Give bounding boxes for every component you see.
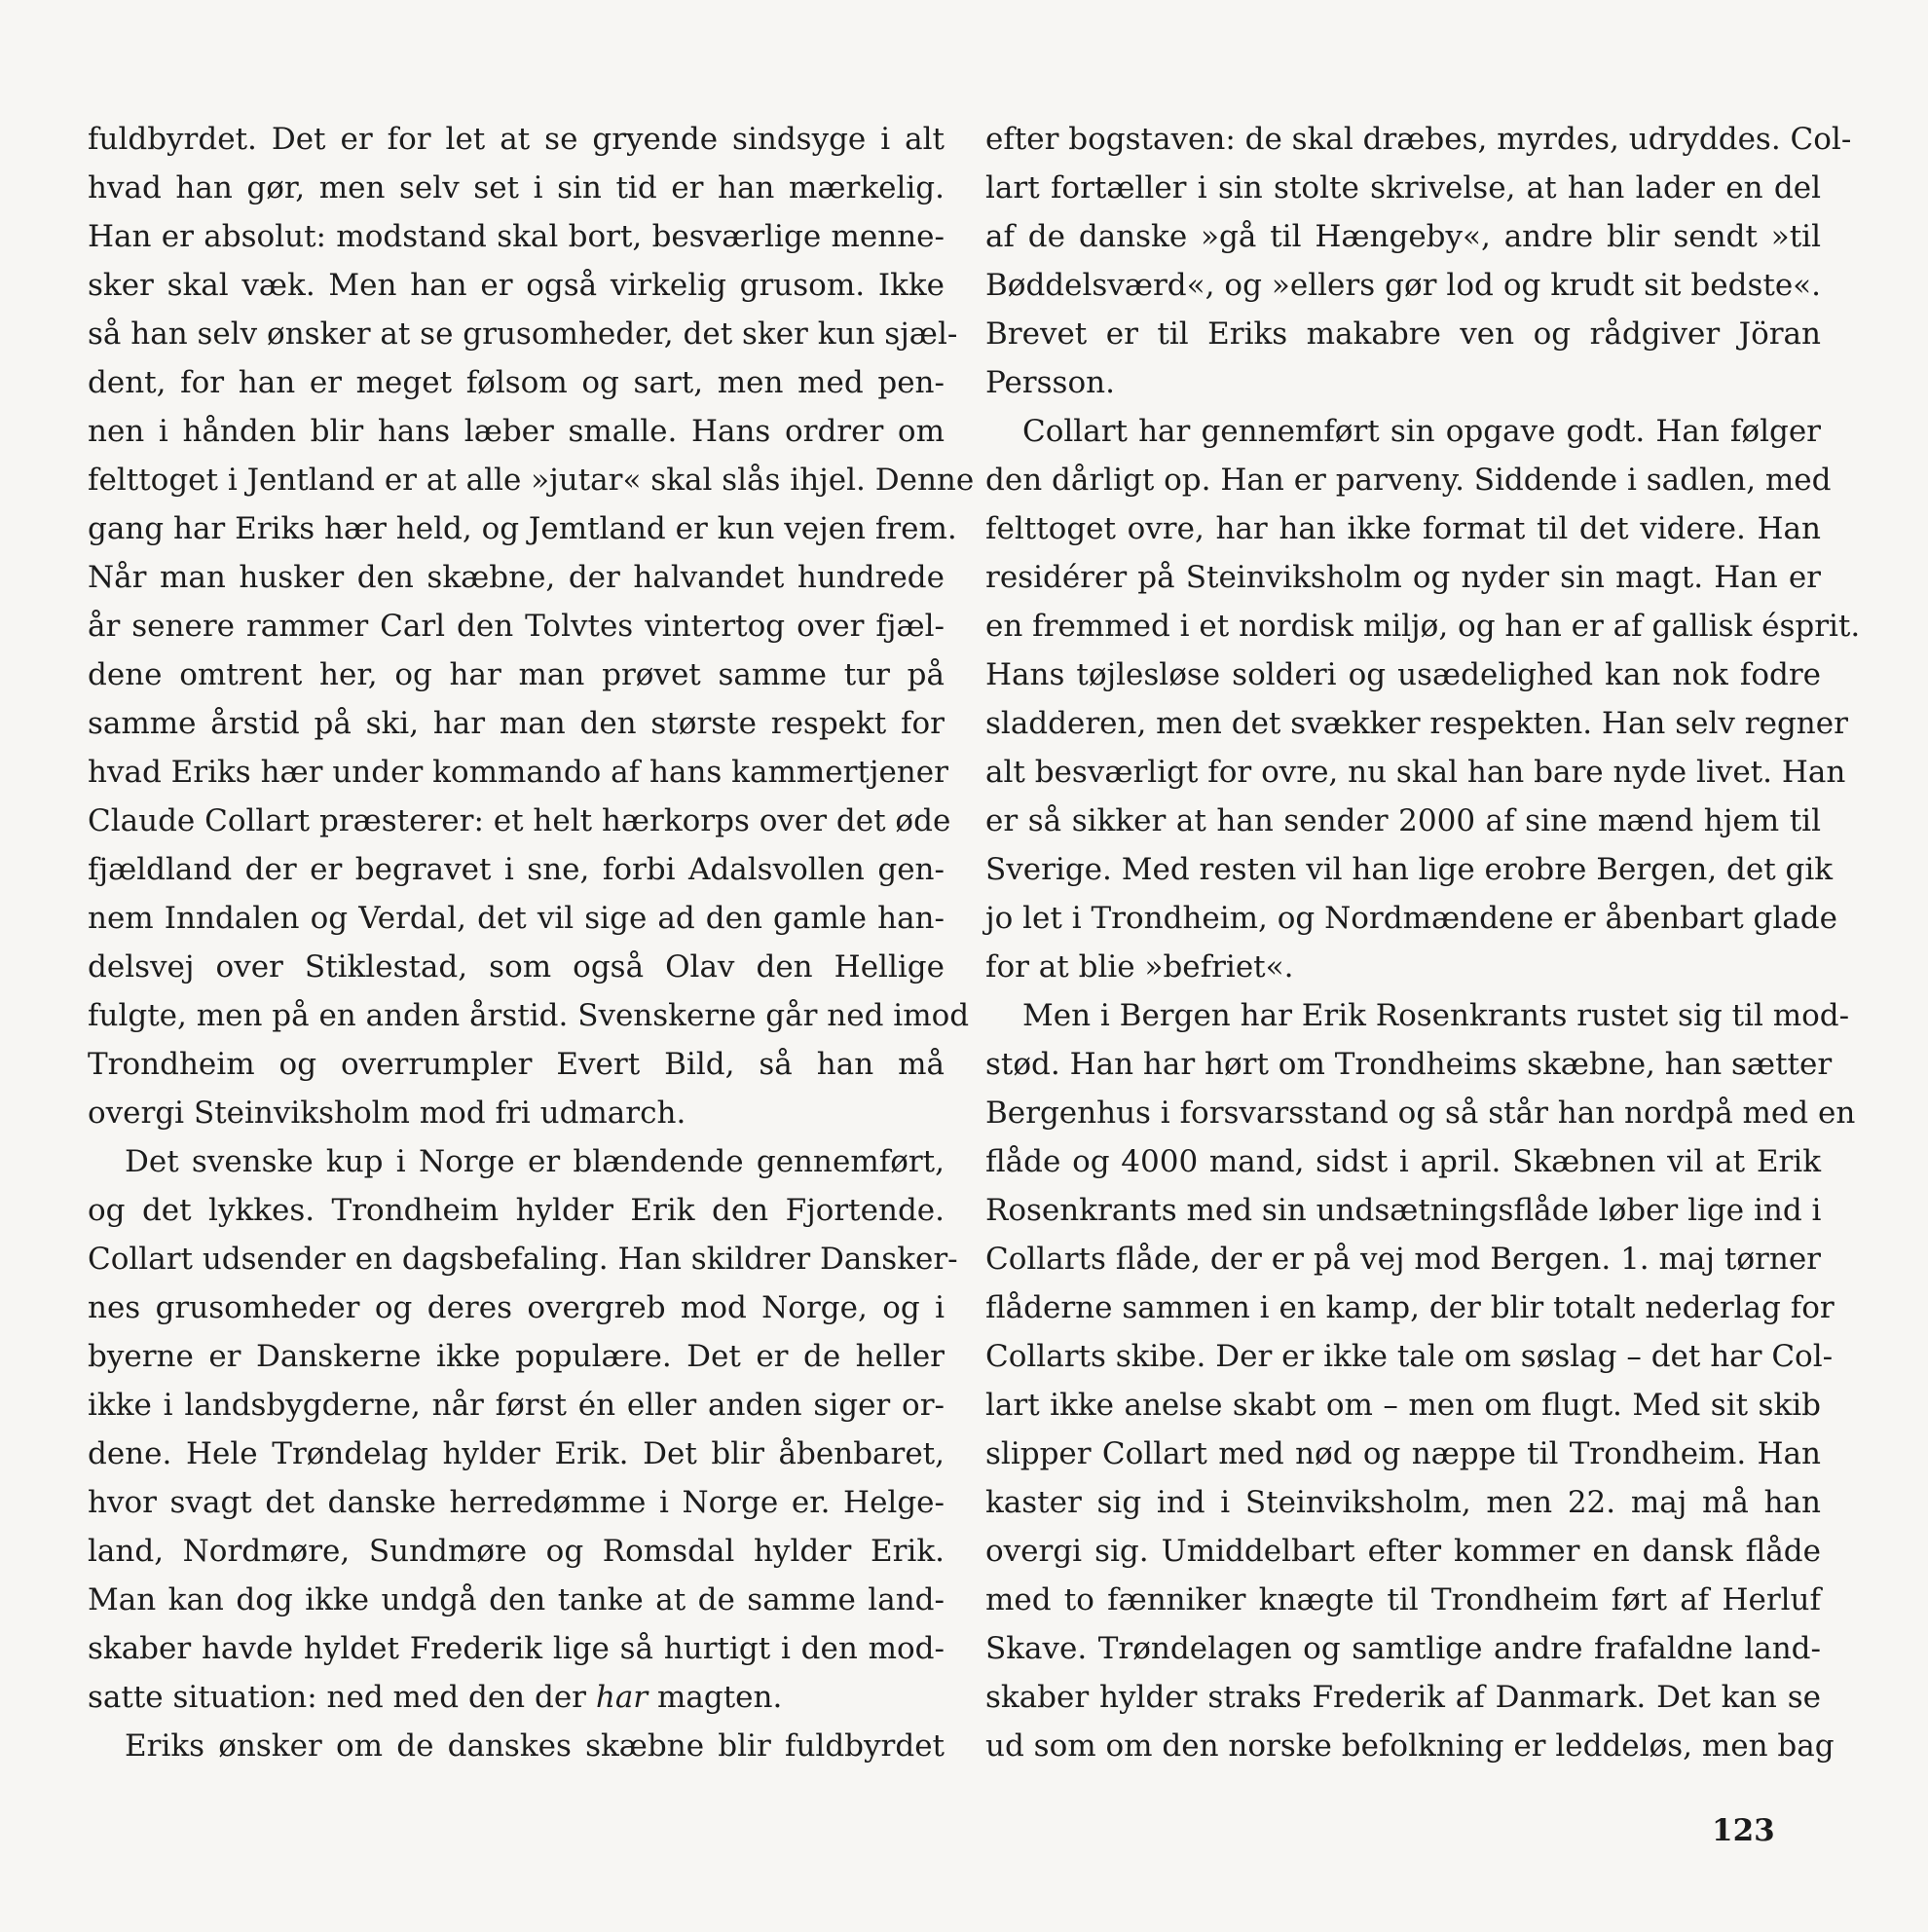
text-line: lart ikke anelse skabt om – men om flugt. Med sit skib [985,1388,1821,1423]
paragraph [985,991,1856,1770]
text-line: Brevet er til Eriks makabre ven og rådgiver Jöran [985,316,1821,352]
text-line: ikke i landsbygderne, når først én eller anden siger or- [88,1388,945,1423]
text-line: kaster sig ind i Steinviksholm, men 22. maj må han [985,1485,1821,1520]
text-line: Collart har gennemført sin opgave godt. Han følger [1022,414,1821,449]
text-line: for at blie »befriet«. [985,949,1294,985]
text-line: jo let i Trondheim, og Nordmændene er åbenbart glade [985,901,1837,936]
text-line: Trondheim og overrumpler Evert Bild, så han må [88,1047,945,1082]
text-line: Bøddelsværd«, og »ellers gør lod og krudt sit bedste«. [985,268,1821,303]
emphasis: har [595,1680,649,1715]
text-line: flåderne sammen i en kamp, der blir totalt nederlag for [985,1290,1835,1325]
text-line: sker skal væk. Men han er også virkelig grusom. Ikke [88,268,945,303]
text-line: flåde og 4000 mand, sidst i april. Skæbnen vil at Erik [985,1144,1821,1179]
right-text-column [985,115,1861,1770]
text-line: slipper Collart med nød og næppe til Trondheim. Han [985,1436,1821,1471]
text-line: ud som om den norske befolkning er leddeløs, men bag [985,1728,1835,1764]
paragraph [88,1137,958,1722]
text-line: af de danske »gå til Hængeby«, andre blir sendt »til [985,219,1821,254]
text-line: satte situation: ned med den der har magten. [88,1680,783,1715]
text-line: Collart udsender en dagsbefaling. Han skildrer Dansker- [88,1242,958,1277]
page-number: 123 [1712,1813,1775,1848]
text-line: Men i Bergen har Erik Rosenkrants rustet sig til mod- [1022,998,1850,1033]
text-line: Bergenhus i forsvarsstand og så står han nordpå med en [985,1096,1856,1131]
text-line: Claude Collart præsterer: et helt hærkorps over det øde [88,803,951,838]
paragraph [88,1722,945,1770]
left-text-column [88,115,975,1770]
text-line: overgi sig. Umiddelbart efter kommer en dansk flåde [985,1534,1821,1569]
text-line: Hans tøjlesløse solderi og usædelighed kan nok fodre [985,657,1821,692]
text-line: Man kan dog ikke undgå den tanke at de samme land- [88,1582,945,1617]
text-line: Han er absolut: modstand skal bort, besværlige menne- [88,219,945,254]
text-line: med to fænniker knægte til Trondheim ført af Herluf [985,1582,1821,1617]
text-line: år senere rammer Carl den Tolvtes vintertog over fjæl- [88,609,945,644]
text-line: den dårligt op. Han er parveny. Siddende i sadlen, med [985,463,1832,498]
text-line: efter bogstaven: de skal dræbes, myrdes, udryddes. Col- [985,122,1852,157]
text-line: Rosenkrants med sin undsætningsflåde løber lige ind i [985,1193,1822,1228]
text-line: sladderen, men det svækker respekten. Han selv regner [985,706,1848,741]
text-line: dent, for han er meget følsom og sart, men med pen- [88,365,945,400]
text-line: hvor svagt det danske herredømme i Norge er. Helge- [88,1485,945,1520]
text-line: hvad han gør, men selv set i sin tid er han mærkelig. [88,170,945,205]
text-line: og det lykkes. Trondheim hylder Erik den Fjortende. [88,1193,945,1228]
paragraph [985,407,1861,991]
text-line: fuldbyrdet. Det er for let at se gryende sindsyge i alt [88,122,945,157]
text-line: dene omtrent her, og har man prøvet samme tur på [88,657,945,692]
text-line: felttoget ovre, har han ikke format til det videre. Han [985,511,1821,546]
text-line: gang har Eriks hær held, og Jemtland er kun vejen frem. [88,511,957,546]
text-line: hvad Eriks hær under kommando af hans kammertjener [88,755,948,790]
text-line: lart fortæller i sin stolte skrivelse, at han lader en del [985,170,1821,205]
text-line: Når man husker den skæbne, der halvandet hundrede [88,560,945,595]
text-line: Det svenske kup i Norge er blændende gennemført, [125,1144,945,1179]
text-line: er så sikker at han sender 2000 af sine mænd hjem til [985,803,1821,838]
text-line: fulgte, men på en anden årstid. Svenskerne går ned imod [88,998,970,1033]
text-line: Collarts flåde, der er på vej mod Bergen. 1. maj tørner [985,1242,1821,1277]
text-line: alt besværligt for ovre, nu skal han bare nyde livet. Han [985,755,1846,790]
text-line: byerne er Danskerne ikke populære. Det er de heller [88,1339,945,1374]
text-line: land, Nordmøre, Sundmøre og Romsdal hylder Erik. [88,1534,945,1569]
text-line: en fremmed i et nordisk miljø, og han er af gallisk ésprit. [985,609,1861,644]
text-line: nes grusomheder og deres overgreb mod Norge, og i [88,1290,945,1325]
text-line: nem Inndalen og Verdal, det vil sige ad den gamle han- [88,901,945,936]
text-line: nen i hånden blir hans læber smalle. Hans ordrer om [88,414,945,449]
text-line: delsvej over Stiklestad, som også Olav den Hellige [88,949,945,985]
text-line: stød. Han har hørt om Trondheims skæbne, han sætter [985,1047,1833,1082]
text-line: Eriks ønsker om de danskes skæbne blir fuldbyrdet [125,1728,945,1764]
text-line: samme årstid på ski, har man den største respekt for [88,706,945,741]
text-line: felttoget i Jentland er at alle »jutar« skal slås ihjel. Denne [88,463,975,498]
text-line: så han selv ønsker at se grusomheder, det sker kun sjæl- [88,316,958,352]
text-line: residérer på Steinviksholm og nyder sin magt. Han er [985,560,1821,595]
paragraph [88,115,975,1137]
text-line: Collarts skibe. Der er ikke tale om søslag – det har Col- [985,1339,1834,1374]
text-line: Skave. Trøndelagen og samtlige andre frafaldne land- [985,1631,1821,1666]
text-line: skaber havde hyldet Frederik lige så hurtigt i den mod- [88,1631,945,1666]
text-line: skaber hylder straks Frederik af Danmark. Det kan se [985,1680,1821,1715]
text-line: dene. Hele Trøndelag hylder Erik. Det blir åbenbaret, [88,1436,945,1471]
paragraph [985,115,1852,407]
text-line: Sverige. Med resten vil han lige erobre Bergen, det gik [985,852,1834,887]
text-line: Persson. [985,365,1115,400]
text-line: overgi Steinviksholm mod fri udmarch. [88,1096,686,1131]
text-line: fjældland der er begravet i sne, forbi Adalsvollen gen- [88,852,945,887]
